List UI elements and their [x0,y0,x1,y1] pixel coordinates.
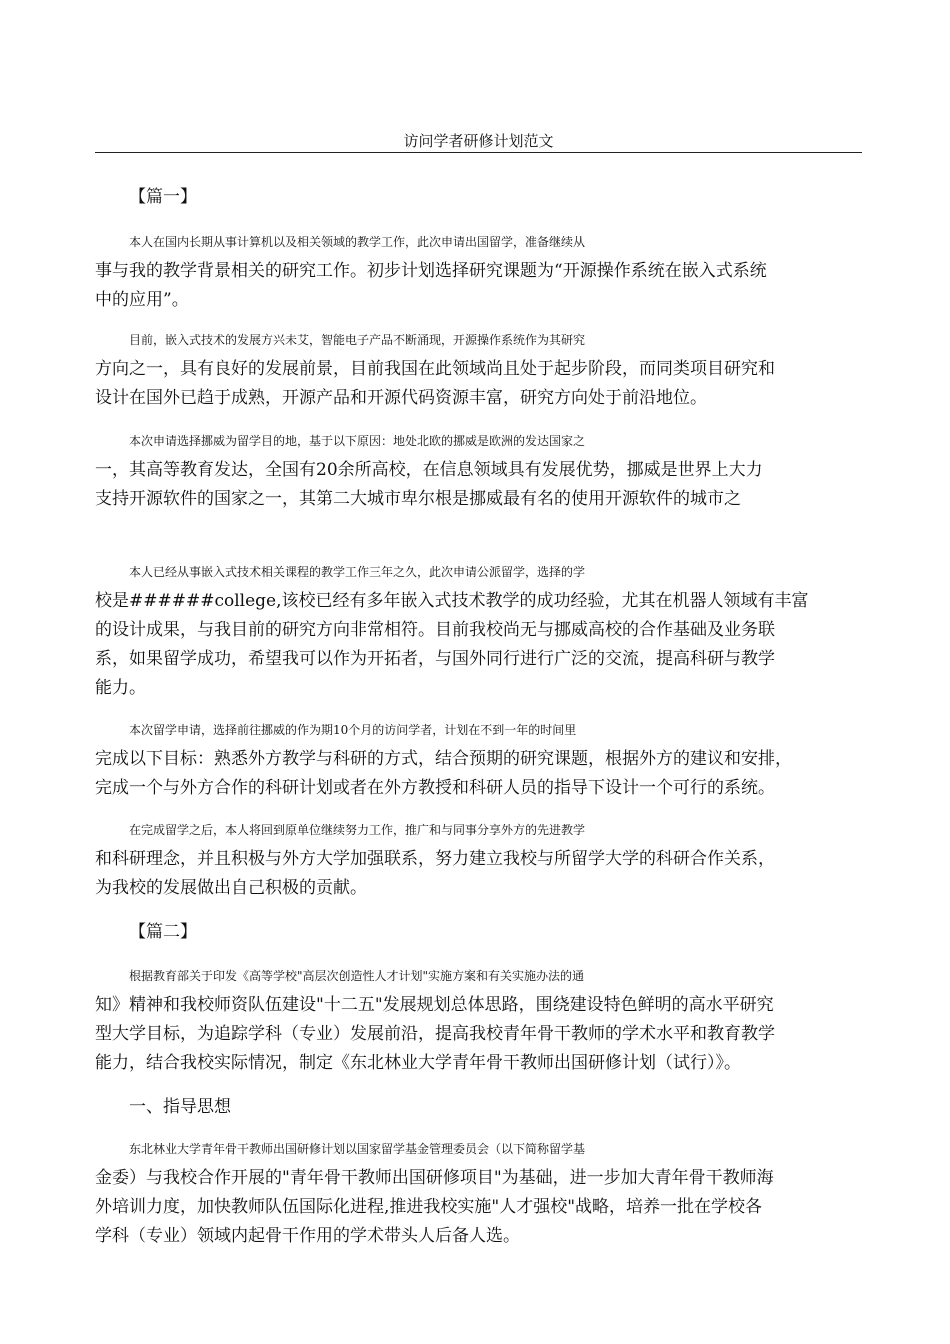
text-line: 方向之一，具有良好的发展前景，目前我国在此领域尚且处于起步阶段，而同类项目研究和 [95,359,775,379]
text-line: 学科（专业）领域内起骨干作用的学术带头人后备人选。 [95,1226,520,1246]
text-line: 外培训力度，加快教师队伍国际化进程,推进我校实施"人才强校"战略，培养一批在学校各 [95,1197,763,1217]
text-line: 在完成留学之后，本人将回到原单位继续努力工作，推广和与同事分享外方的先进教学 [129,823,586,837]
text-line: 和科研理念，并且积极与外方大学加强联系，努力建立我校与所留学大学的科研合作关系， [95,849,775,869]
text-line: 本次留学申请，选择前往挪威的作为期10个月的访问学者，计划在不到一年的时间里 [129,723,577,737]
paragraph-part1-1 [95,228,863,315]
paragraph-part1-2 [95,326,863,413]
paragraph-part2-1 [95,962,863,1078]
text-line: 本人在国内长期从事计算机以及相关领域的教学工作，此次申请出国留学，准备继续从 [129,235,586,249]
text-line: 金委）与我校合作开展的"青年骨干教师出国研修项目"为基础，进一步加大青年骨干教师海 [95,1168,774,1188]
subsection-heading-guiding-ideology: 一、指导思想 [129,1097,231,1117]
paragraph-part1-6 [95,816,863,903]
section-heading-part1: 【篇一】 [129,187,197,207]
text-line: 中的应用”。 [95,290,189,310]
section-heading-part2: 【篇二】 [129,922,197,942]
paragraph-part1-5 [95,716,863,803]
text-line: 本人已经从事嵌入式技术相关课程的教学工作三年之久，此次申请公派留学，选择的学 [129,565,586,579]
text-line: 支持开源软件的国家之一，其第二大城市卑尔根是挪威最有名的使用开源软件的城市之 [95,489,741,509]
text-line: 设计在国外已趋于成熟，开源产品和开源代码资源丰富，研究方向处于前沿地位。 [95,388,707,408]
text-line: 能力。 [95,678,146,698]
text-line: 为我校的发展做出自己积极的贡献。 [95,878,367,898]
paragraph-part1-4 [95,558,863,703]
text-line: 本次申请选择挪威为留学目的地，基于以下原因：地处北欧的挪威是欧洲的发达国家之 [129,434,586,448]
text-line: 目前，嵌入式技术的发展方兴未艾，智能电子产品不断涌现，开源操作系统作为其研究 [129,333,586,347]
text-line: 完成以下目标：熟悉外方教学与科研的方式，结合预期的研究课题，根据外方的建议和安排， [95,749,792,769]
text-line: 东北林业大学青年骨干教师出国研修计划以国家留学基金管理委员会（以下简称留学基 [129,1142,586,1156]
text-line: 型大学目标，为追踪学科（专业）发展前沿，提高我校青年骨干教师的学术水平和教育教学 [95,1024,775,1044]
text-line: 能力，结合我校实际情况，制定《东北林业大学青年骨干教师出国研修计划（试行）》。 [95,1053,741,1073]
page-header-title: 访问学者研修计划范文 [95,130,862,153]
text-line: 的设计成果，与我目前的研究方向非常相符。目前我校尚无与挪威高校的合作基础及业务联 [95,620,775,640]
text-line: 完成一个与外方合作的科研计划或者在外方教授和科研人员的指导下设计一个可行的系统。 [95,778,775,798]
text-line: 一，其高等教育发达，全国有20余所高校，在信息领域具有发展优势，挪威是世界上大力 [95,460,763,480]
text-line: 系，如果留学成功，希望我可以作为开拓者，与国外同行进行广泛的交流，提高科研与教学 [95,649,775,669]
text-line: 知》精神和我校师资队伍建设"十二五"发展规划总体思路，围绕建设特色鲜明的高水平研究 [95,995,774,1015]
text-line: 事与我的教学背景相关的研究工作。初步计划选择研究课题为“开源操作系统在嵌入式系统 [95,261,767,281]
paragraph-part1-3 [95,427,863,514]
paragraph-part2-2 [95,1135,863,1251]
text-line: 校是######college,该校已经有多年嵌入式技术教学的成功经验，尤其在机器人领域有丰富 [95,591,809,611]
text-line: 根据教育部关于印发《高等学校"高层次创造性人才计划"实施方案和有关实施办法的通 [129,969,585,983]
